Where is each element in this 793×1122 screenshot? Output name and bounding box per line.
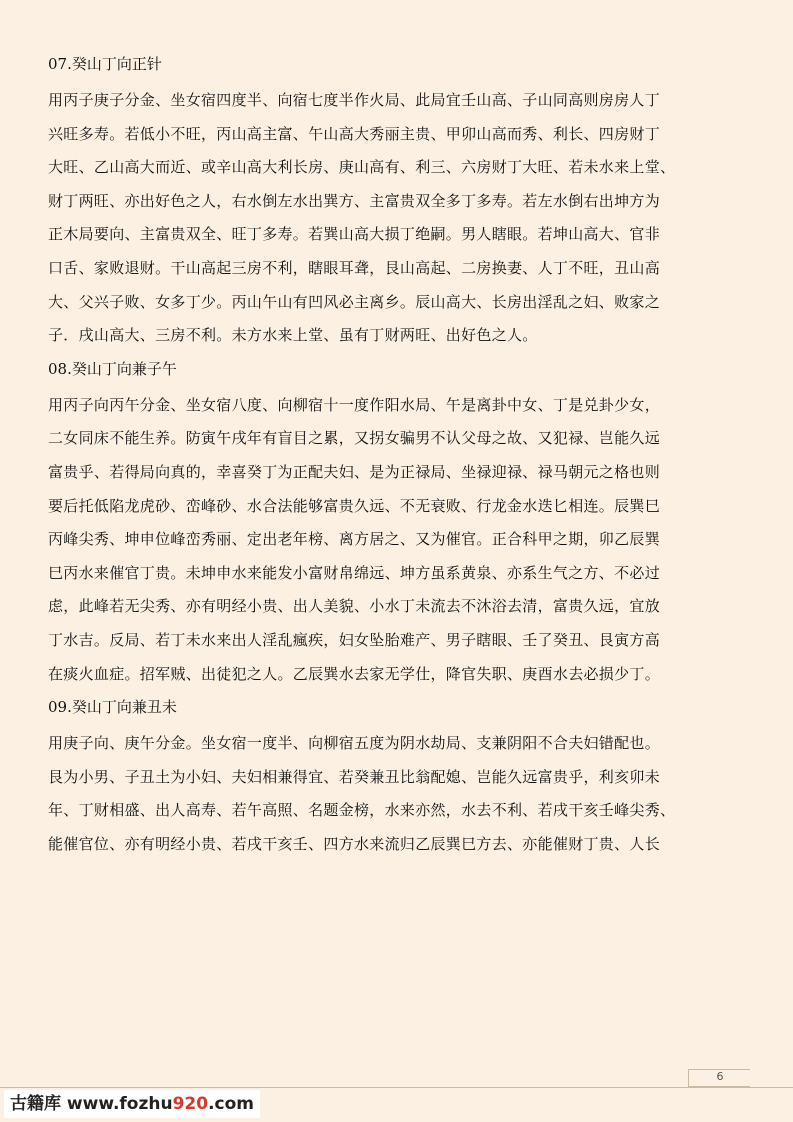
- section-08: [48, 359, 748, 684]
- section-07: [48, 54, 748, 345]
- text-line: 用丙子向丙午分金、坐女宿八度、向柳宿十一度作阳水局、午是离卦中女、丁是兑卦少女，: [48, 395, 661, 414]
- document-body: [48, 54, 748, 867]
- text-line: 艮为小男、子丑土为小妇、夫妇相兼得宜、若癸兼丑比翁配媳、岂能久远富贵乎，利亥卯未: [48, 767, 661, 786]
- site-url-suffix: .com: [208, 1094, 255, 1114]
- section-title: 08.癸山丁向兼子午: [48, 359, 177, 378]
- text-line: 虑，此峰若无尖秀、亦有明经小贵、出人美貌、小水丁未流去不沐浴去清，富贵久远，宜放: [48, 597, 661, 616]
- site-url-prefix: www.fozhu: [66, 1094, 173, 1114]
- text-line: 巳丙水来催官丁贵。未坤申水来能发小富财帛绵远、坤方虽系黄泉、亦系生气之方、不必过: [48, 563, 661, 582]
- text-line: 二女同床不能生养。防寅午戌年有盲目之累，又拐女骗男不认父母之故、又犯禄、岂能久远: [48, 429, 661, 448]
- text-line: 正木局要向、主富贵双全、旺丁多寿。若巽山高大损丁绝嗣。男人瞎眼。若坤山高大、官非: [48, 225, 661, 244]
- section-title: 09.癸山丁向兼丑未: [48, 698, 177, 717]
- site-url-number: 920: [172, 1094, 209, 1114]
- text-line: 用庚子向、庚午分金。坐女宿一度半、向柳宿五度为阴水劫局、支兼阴阳不合夫妇错配也。: [48, 734, 661, 753]
- site-name: 古籍库: [10, 1094, 61, 1114]
- text-line: 在痰火血症。招军贼、出徒犯之人。乙辰巽水去家无学仕，降官失职、庚酉水去必损少丁。: [48, 664, 661, 683]
- text-line: 年、丁财相盛、出人高寿、若午高照、名题金榜，水来亦然，水去不利、若戌干亥壬峰尖秀、: [48, 801, 676, 820]
- footer-divider: [0, 1087, 793, 1088]
- text-line: 大旺、乙山高大而近、或辛山高大利长房、庚山高有、利三、六房财丁大旺、若未水来上堂、: [48, 158, 676, 177]
- text-line: 富贵乎、若得局向真的，幸喜癸丁为正配夫妇、是为正禄局、坐禄迎禄、禄马朝元之格也则: [48, 462, 661, 481]
- text-line: 能催官位、亦有明经小贵、若戌干亥壬、四方水来流归乙辰巽巳方去、亦能催财丁贵、人长: [48, 834, 661, 853]
- site-watermark[interactable]: [4, 1090, 260, 1118]
- text-line: 丙峰尖秀、坤申位峰峦秀丽、定出老年榜、离方居之、又为催官。正合科甲之期，卯乙辰巽: [48, 530, 661, 549]
- text-line: 子．戌山高大、三房不利。未方水来上堂、虽有丁财两旺、出好色之人。: [48, 326, 538, 345]
- text-line: 兴旺多寿。若低小不旺，丙山高主富、午山高大秀丽主贵、甲卯山高而秀、利长、四房财丁: [48, 124, 661, 143]
- text-line: 丁水吉。反局、若丁未水来出人淫乱瘋疾，妇女坠胎难产、男子瞎眼、壬了癸丑、艮寅方高: [48, 630, 661, 649]
- section-title: 07.癸山丁向正针: [48, 55, 162, 73]
- page-number: 6: [716, 1070, 724, 1083]
- text-line: 财丁两旺、亦出好色之人，右水倒左水出巽方、主富贵双全多丁多寿。若左水倒右出坤方为: [48, 191, 661, 210]
- text-line: 要后托低陷龙虎砂、峦峰砂、水合法能够富贵久远、不无衰败、行龙金水迭匕相连。辰巽巳: [48, 496, 661, 515]
- text-line: 用丙子庚子分金、坐女宿四度半、向宿七度半作火局、此局宜壬山高、子山同高则房房人丁: [48, 91, 661, 109]
- section-09: [48, 697, 748, 854]
- text-line: 口舌、家败退财。干山高起三房不利，瞎眼耳聋，艮山高起、二房换妻、人丁不旺，丑山高: [48, 258, 661, 277]
- text-line: 大、父兴子败、女多丁少。丙山午山有凹风必主离乡。辰山高大、长房出淫乱之妇、败家之: [48, 292, 661, 311]
